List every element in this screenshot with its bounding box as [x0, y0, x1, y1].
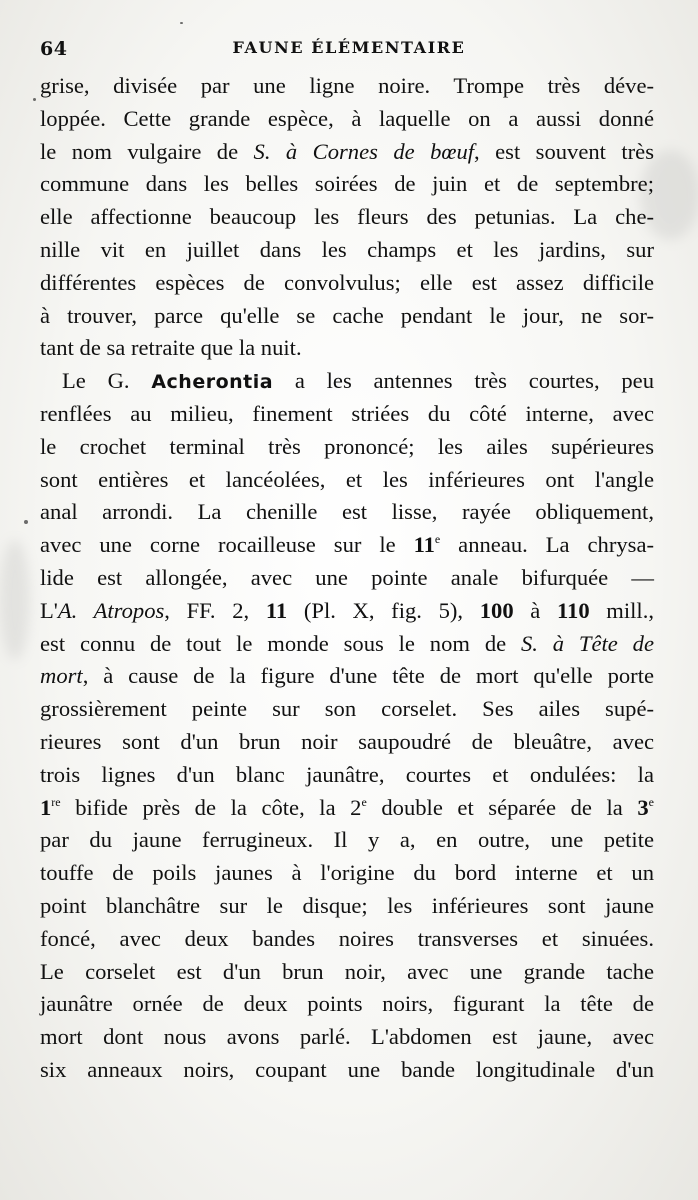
scan-smudge: [0, 540, 30, 660]
scan-speck: [180, 22, 183, 24]
text-line: loppée. Cette grande espèce, à laquelle on a aussi donné: [40, 105, 654, 131]
text-line: avec une corne rocailleuse sur le 11e anneau. La chrysa-: [40, 532, 654, 558]
text-line: rieures sont d'un brun noir saupoudré de bleuâtre, avec: [40, 728, 654, 754]
italic-term: S. à Tête de: [520, 630, 654, 656]
page-number: 64: [40, 38, 68, 60]
text-line: grise, divisée par une ligne noire. Trompe très déve-: [40, 73, 654, 98]
text-line: 1re bifide près de la côte, la 2e double et séparée de la 3e: [40, 794, 654, 820]
text-line: elle affectionne beaucoup les fleurs des petunias. La che-: [40, 204, 654, 230]
text-line: grossièrement peinte sur son corselet. Ses ailes supé-: [40, 696, 654, 722]
text-line: différentes espèces de convolvulus; elle est assez difficile: [40, 269, 654, 295]
text-line: six anneaux noirs, coupant une bande longitudinale d'un: [40, 1056, 654, 1082]
text-line: lide est allongée, avec une pointe anale bifurquée —: [40, 564, 654, 590]
text-line: à trouver, parce qu'elle se cache pendant le jour, ne sor-: [40, 302, 654, 328]
text-line: sont entières et lancéolées, et les inférieures ont l'angle: [40, 466, 654, 492]
text-line: renflées au milieu, finement striées du côté interne, avec: [40, 400, 654, 426]
running-title: FAUNE ÉLÉMENTAIRE: [232, 38, 466, 57]
text-line: touffe de poils jaunes à l'origine du bord interne et un: [40, 860, 654, 886]
italic-term: S. à Cornes de bœuf: [253, 138, 475, 164]
text-line: foncé, avec deux bandes noires transverses et sinuées.: [40, 925, 654, 951]
text-line: le crochet terminal très prononcé; les ailes supérieures: [40, 433, 654, 459]
text-line: L'A. Atropos, FF. 2, 11 (Pl. X, fig. 5), 100 à 110 mill.,: [40, 597, 655, 623]
text-line: mort dont nous avons parlé. L'abdomen est jaune, avec: [40, 1024, 654, 1050]
text-line: nille vit en juillet dans les champs et les jardins, sur: [40, 236, 654, 262]
genus-name: Acherontia: [151, 371, 274, 394]
text-line: trois lignes d'un blanc jaunâtre, courtes et ondulées: la: [40, 761, 654, 787]
text-line: par du jaune ferrugineux. Il y a, en outre, une petite: [40, 827, 654, 853]
text-line: mort, à cause de la figure d'une tête de mort qu'elle porte: [40, 663, 654, 689]
species-name: A. Atropos: [57, 597, 165, 623]
text-line: est connu de tout le monde sous le nom de S. à Tête de: [40, 630, 654, 656]
text-line: anal arrondi. La chenille est lisse, rayée obliquement,: [40, 499, 654, 525]
text-line: le nom vulgaire de S. à Cornes de bœuf, est souvent très: [40, 138, 654, 164]
scan-speck: [24, 520, 28, 524]
scan-speck: [33, 98, 36, 101]
text-line: tant de sa retraite que la nuit.: [40, 335, 302, 361]
page-header: [40, 38, 658, 66]
text-line: Le G. Acherontia a les antennes très courtes, peu: [62, 368, 655, 394]
text-line: Le corselet est d'un brun noir, avec une grande tache: [40, 958, 654, 984]
text-line: jaunâtre ornée de deux points noirs, figurant la tête de: [40, 991, 654, 1017]
text-line: commune dans les belles soirées de juin et de septembre;: [40, 171, 654, 197]
body-text: [40, 70, 654, 1087]
text-line: point blanchâtre sur le disque; les inférieures sont jaune: [40, 892, 654, 918]
